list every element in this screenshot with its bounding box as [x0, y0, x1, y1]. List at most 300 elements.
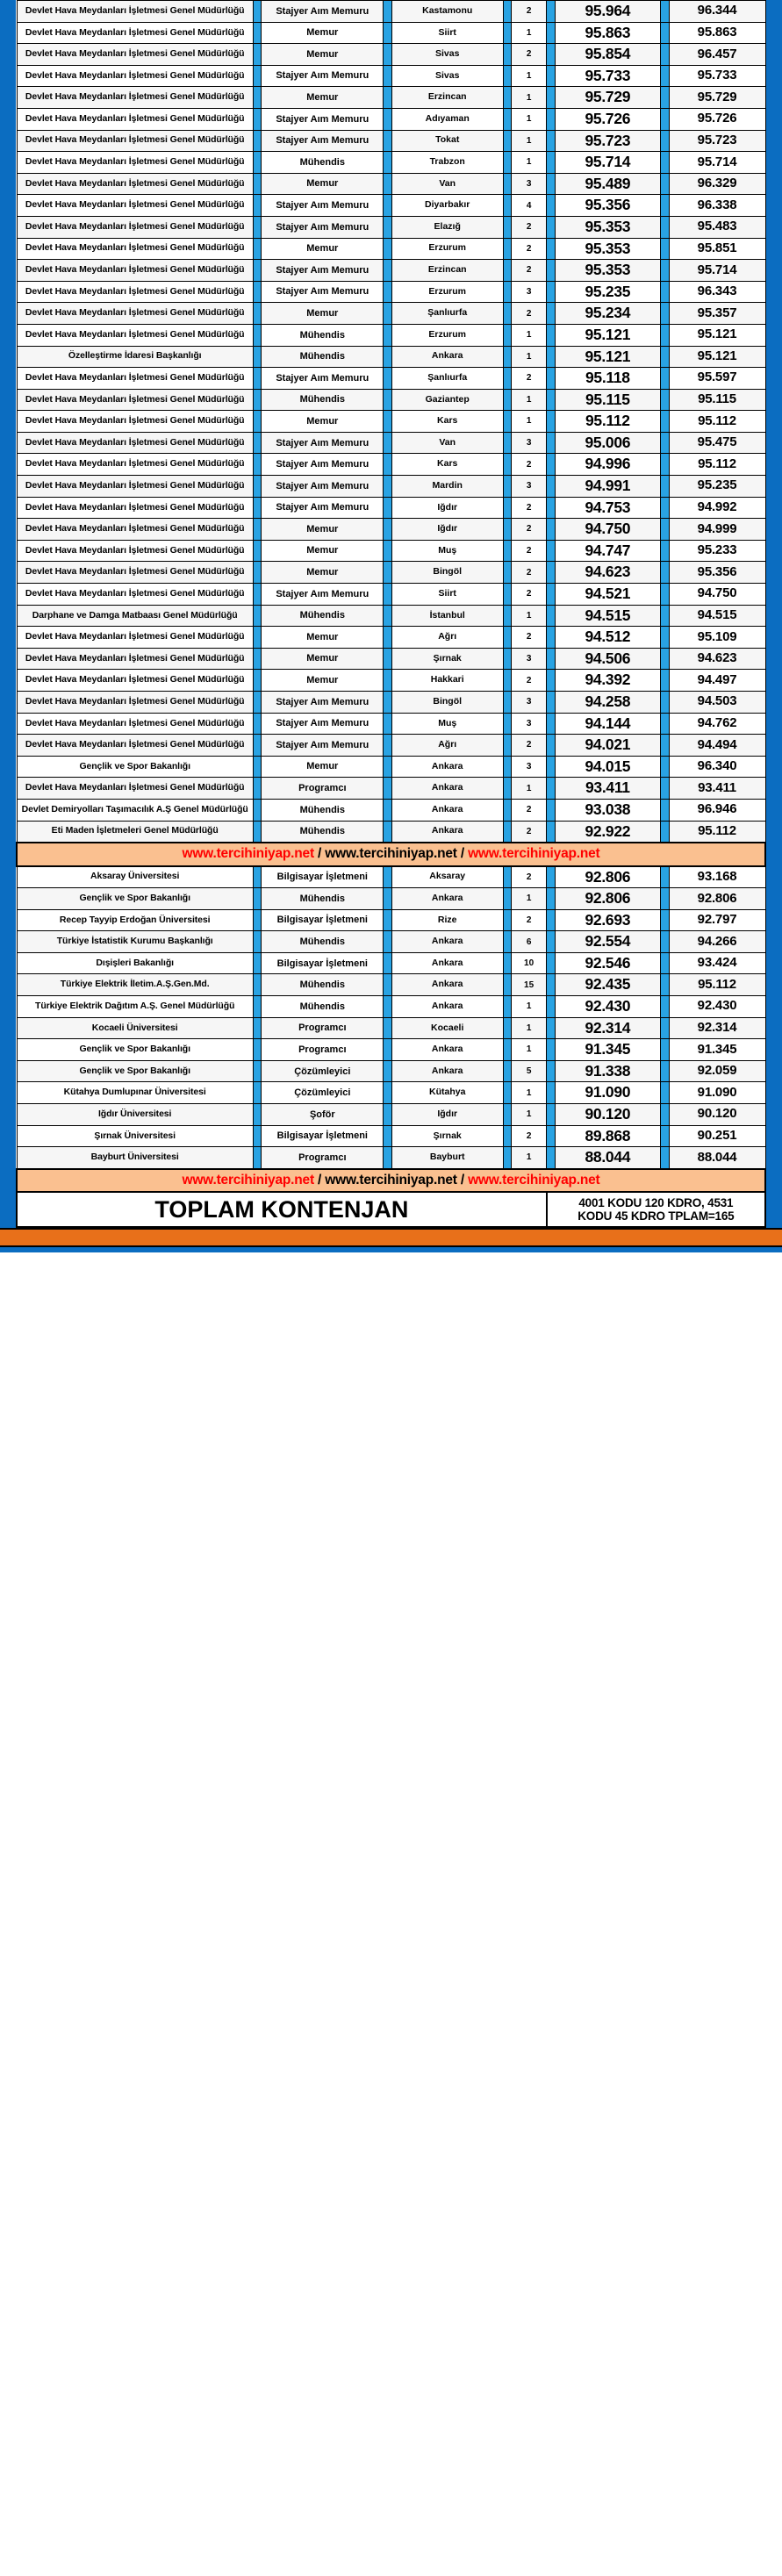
column-separator — [253, 454, 261, 476]
row-unvan: Stajyer Aım Memuru — [262, 497, 384, 519]
row-tavan-puan: 92.059 — [669, 1060, 765, 1082]
column-separator — [661, 152, 669, 174]
column-separator — [547, 108, 555, 130]
row-il: Erzurum — [391, 238, 503, 260]
row-kurum: Devlet Hava Meydanları İşletmesi Genel Müdürlüğü — [17, 519, 253, 541]
row-kurum: Gençlik ve Spor Bakanlığı — [17, 888, 253, 910]
column-separator — [547, 605, 555, 627]
column-separator — [253, 821, 261, 843]
row-unvan: Programcı — [262, 778, 384, 800]
row-il: Bingöl — [391, 692, 503, 714]
column-separator — [253, 692, 261, 714]
row-tavan-puan: 92.430 — [669, 996, 765, 1018]
row-kontenjan: 1 — [511, 152, 546, 174]
column-separator — [661, 476, 669, 498]
column-separator — [503, 648, 511, 670]
table-row — [17, 974, 765, 996]
column-separator — [661, 130, 669, 152]
row-il: Ankara — [391, 346, 503, 368]
column-separator — [384, 735, 391, 757]
row-kurum: Devlet Demiryolları Taşımacılık A.Ş Genel Müdürlüğü — [17, 799, 253, 821]
row-taban-puan: 95.115 — [555, 389, 661, 411]
column-separator — [503, 346, 511, 368]
column-separator — [253, 648, 261, 670]
column-separator — [503, 713, 511, 735]
row-il: Kocaeli — [391, 1017, 503, 1039]
row-taban-puan: 93.411 — [555, 778, 661, 800]
column-separator — [661, 584, 669, 606]
row-tavan-puan: 94.497 — [669, 670, 765, 692]
row-kontenjan: 2 — [511, 1125, 546, 1147]
column-separator — [661, 108, 669, 130]
column-separator — [253, 974, 261, 996]
table-row — [17, 996, 765, 1018]
watermark-separator: / — [456, 846, 469, 862]
column-separator — [253, 1082, 261, 1104]
row-unvan: Memur — [262, 411, 384, 433]
watermark-cell — [17, 1169, 765, 1192]
column-separator — [547, 281, 555, 303]
row-il: Ankara — [391, 1039, 503, 1061]
row-kontenjan: 1 — [511, 1147, 546, 1169]
table-row — [17, 1039, 765, 1061]
column-separator — [661, 713, 669, 735]
row-tavan-puan: 96.457 — [669, 44, 765, 66]
column-separator — [253, 389, 261, 411]
row-kurum: Bayburt Üniversitesi — [17, 1147, 253, 1169]
row-unvan: Stajyer Aım Memuru — [262, 368, 384, 390]
column-separator — [661, 1017, 669, 1039]
row-tavan-puan: 95.112 — [669, 454, 765, 476]
table-row — [17, 130, 765, 152]
column-separator — [661, 324, 669, 346]
column-separator — [661, 173, 669, 195]
column-separator — [384, 432, 391, 454]
table-row — [17, 888, 765, 910]
column-separator — [661, 670, 669, 692]
column-separator — [503, 519, 511, 541]
row-kurum: Devlet Hava Meydanları İşletmesi Genel Müdürlüğü — [17, 22, 253, 44]
row-kurum: Devlet Hava Meydanları İşletmesi Genel Müdürlüğü — [17, 260, 253, 282]
row-il: Trabzon — [391, 152, 503, 174]
row-unvan: Mühendis — [262, 799, 384, 821]
row-unvan: Memur — [262, 562, 384, 584]
row-unvan: Mühendis — [262, 821, 384, 843]
total-kontenjan-label: TOPLAM KONTENJAN — [17, 1192, 547, 1227]
row-kurum: Gençlik ve Spor Bakanlığı — [17, 1039, 253, 1061]
column-separator — [384, 909, 391, 931]
row-tavan-puan: 95.112 — [669, 411, 765, 433]
column-separator — [661, 1147, 669, 1169]
table-row — [17, 346, 765, 368]
table-row — [17, 152, 765, 174]
row-il: Kars — [391, 454, 503, 476]
column-separator — [503, 931, 511, 953]
row-tavan-puan: 96.329 — [669, 173, 765, 195]
row-il: Tokat — [391, 130, 503, 152]
row-tavan-puan: 90.120 — [669, 1104, 765, 1126]
column-separator — [503, 1039, 511, 1061]
column-separator — [384, 65, 391, 87]
column-separator — [661, 238, 669, 260]
row-kurum: Devlet Hava Meydanları İşletmesi Genel Müdürlüğü — [17, 87, 253, 109]
row-unvan: Stajyer Aım Memuru — [262, 692, 384, 714]
column-separator — [384, 497, 391, 519]
row-taban-puan: 92.554 — [555, 931, 661, 953]
column-separator — [503, 888, 511, 910]
row-taban-puan: 90.120 — [555, 1104, 661, 1126]
row-unvan: Memur — [262, 540, 384, 562]
column-separator — [547, 735, 555, 757]
column-separator — [503, 281, 511, 303]
table-row — [17, 866, 765, 888]
row-kontenjan: 3 — [511, 756, 546, 778]
row-unvan: Programcı — [262, 1147, 384, 1169]
row-taban-puan: 92.693 — [555, 909, 661, 931]
row-kurum: Devlet Hava Meydanları İşletmesi Genel Müdürlüğü — [17, 152, 253, 174]
row-kurum: Devlet Hava Meydanları İşletmesi Genel Müdürlüğü — [17, 238, 253, 260]
table-row — [17, 1147, 765, 1169]
column-separator — [253, 1017, 261, 1039]
column-separator — [253, 1147, 261, 1169]
column-separator — [384, 1060, 391, 1082]
column-separator — [503, 389, 511, 411]
row-il: Iğdır — [391, 519, 503, 541]
row-tavan-puan: 94.515 — [669, 605, 765, 627]
row-kontenjan: 3 — [511, 281, 546, 303]
column-separator — [547, 952, 555, 974]
column-separator — [384, 866, 391, 888]
row-kontenjan: 6 — [511, 931, 546, 953]
column-separator — [661, 909, 669, 931]
table-row — [17, 476, 765, 498]
row-taban-puan: 95.356 — [555, 195, 661, 217]
column-separator — [661, 540, 669, 562]
table-row — [17, 281, 765, 303]
row-tavan-puan: 95.109 — [669, 627, 765, 649]
column-separator — [384, 888, 391, 910]
row-tavan-puan: 95.714 — [669, 260, 765, 282]
row-tavan-puan: 95.357 — [669, 303, 765, 325]
row-kurum: Devlet Hava Meydanları İşletmesi Genel Müdürlüğü — [17, 692, 253, 714]
row-il: Şırnak — [391, 1125, 503, 1147]
column-separator — [661, 368, 669, 390]
column-separator — [661, 411, 669, 433]
row-kontenjan: 1 — [511, 324, 546, 346]
column-separator — [253, 605, 261, 627]
column-separator — [661, 303, 669, 325]
column-separator — [503, 108, 511, 130]
row-kontenjan: 2 — [511, 44, 546, 66]
column-separator — [503, 303, 511, 325]
row-unvan: Memur — [262, 519, 384, 541]
column-separator — [253, 562, 261, 584]
row-il: Kütahya — [391, 1082, 503, 1104]
row-unvan: Stajyer Aım Memuru — [262, 584, 384, 606]
column-separator — [547, 1017, 555, 1039]
row-taban-puan: 92.922 — [555, 821, 661, 843]
table-row — [17, 65, 765, 87]
row-unvan: Memur — [262, 670, 384, 692]
column-separator — [253, 238, 261, 260]
column-separator — [547, 216, 555, 238]
column-separator — [384, 713, 391, 735]
column-separator — [503, 952, 511, 974]
column-separator — [253, 130, 261, 152]
column-separator — [547, 670, 555, 692]
column-separator — [503, 238, 511, 260]
column-separator — [661, 216, 669, 238]
row-unvan: Stajyer Aım Memuru — [262, 432, 384, 454]
row-tavan-puan: 94.750 — [669, 584, 765, 606]
column-separator — [253, 108, 261, 130]
table-row — [17, 216, 765, 238]
row-unvan: Bilgisayar İşletmeni — [262, 866, 384, 888]
row-unvan: Mühendis — [262, 324, 384, 346]
column-separator — [661, 519, 669, 541]
row-il: Van — [391, 432, 503, 454]
row-tavan-puan: 96.946 — [669, 799, 765, 821]
column-separator — [384, 389, 391, 411]
row-kontenjan: 1 — [511, 108, 546, 130]
row-unvan: Stajyer Aım Memuru — [262, 130, 384, 152]
row-unvan: Stajyer Aım Memuru — [262, 195, 384, 217]
column-separator — [503, 1, 511, 23]
column-separator — [661, 692, 669, 714]
watermark-link-3[interactable]: www.tercihiniyap.net — [468, 846, 600, 862]
column-separator — [253, 540, 261, 562]
row-kurum: Gençlik ve Spor Bakanlığı — [17, 1060, 253, 1082]
column-separator — [661, 1, 669, 23]
table-row — [17, 909, 765, 931]
row-kontenjan: 2 — [511, 497, 546, 519]
row-kontenjan: 1 — [511, 1104, 546, 1126]
column-separator — [661, 627, 669, 649]
row-il: Bingöl — [391, 562, 503, 584]
column-separator — [661, 931, 669, 953]
column-separator — [503, 432, 511, 454]
column-separator — [503, 1082, 511, 1104]
row-tavan-puan: 95.112 — [669, 974, 765, 996]
row-unvan: Memur — [262, 44, 384, 66]
row-taban-puan: 94.144 — [555, 713, 661, 735]
table-row — [17, 108, 765, 130]
row-kontenjan: 15 — [511, 974, 546, 996]
row-taban-puan: 91.345 — [555, 1039, 661, 1061]
row-il: Erzincan — [391, 260, 503, 282]
row-kurum: Devlet Hava Meydanları İşletmesi Genel Müdürlüğü — [17, 389, 253, 411]
row-taban-puan: 94.258 — [555, 692, 661, 714]
column-separator — [547, 454, 555, 476]
column-separator — [503, 65, 511, 87]
row-kontenjan: 3 — [511, 173, 546, 195]
column-separator — [661, 778, 669, 800]
column-separator — [503, 996, 511, 1018]
row-kurum: Devlet Hava Meydanları İşletmesi Genel Müdürlüğü — [17, 497, 253, 519]
column-separator — [384, 108, 391, 130]
row-tavan-puan: 92.797 — [669, 909, 765, 931]
column-separator — [503, 476, 511, 498]
column-separator — [547, 909, 555, 931]
column-separator — [253, 324, 261, 346]
row-il: Ankara — [391, 931, 503, 953]
row-kontenjan: 3 — [511, 692, 546, 714]
row-unvan: Mühendis — [262, 152, 384, 174]
row-taban-puan: 94.515 — [555, 605, 661, 627]
row-unvan: Stajyer Aım Memuru — [262, 65, 384, 87]
row-kontenjan: 2 — [511, 627, 546, 649]
row-unvan: Stajyer Aım Memuru — [262, 108, 384, 130]
column-separator — [661, 260, 669, 282]
kontenjan-table-body — [17, 1, 765, 1228]
column-separator — [503, 195, 511, 217]
column-separator — [253, 368, 261, 390]
row-tavan-puan: 94.992 — [669, 497, 765, 519]
column-separator — [253, 216, 261, 238]
row-tavan-puan: 96.343 — [669, 281, 765, 303]
watermark-link-1[interactable]: www.tercihiniyap.net — [182, 846, 314, 862]
row-kurum: Aksaray Üniversitesi — [17, 866, 253, 888]
column-separator — [503, 670, 511, 692]
row-tavan-puan: 95.115 — [669, 389, 765, 411]
row-taban-puan: 92.314 — [555, 1017, 661, 1039]
table-row — [17, 44, 765, 66]
column-separator — [384, 260, 391, 282]
row-kurum: Devlet Hava Meydanları İşletmesi Genel Müdürlüğü — [17, 216, 253, 238]
total-value-line-2: KODU 45 KDRO TPLAM=165 — [578, 1209, 735, 1223]
row-kurum: Eti Maden İşletmeleri Genel Müdürlüğü — [17, 821, 253, 843]
column-separator — [547, 627, 555, 649]
row-taban-puan: 95.353 — [555, 238, 661, 260]
row-unvan: Mühendis — [262, 888, 384, 910]
column-separator — [547, 260, 555, 282]
table-row — [17, 303, 765, 325]
row-kontenjan: 1 — [511, 778, 546, 800]
row-tavan-puan: 96.344 — [669, 1, 765, 23]
row-kontenjan: 1 — [511, 1039, 546, 1061]
table-row — [17, 87, 765, 109]
row-kontenjan: 1 — [511, 389, 546, 411]
column-separator — [503, 216, 511, 238]
row-tavan-puan: 95.475 — [669, 432, 765, 454]
row-il: Siirt — [391, 584, 503, 606]
row-kurum: Devlet Hava Meydanları İşletmesi Genel Müdürlüğü — [17, 670, 253, 692]
row-kontenjan: 2 — [511, 454, 546, 476]
row-kurum: Recep Tayyip Erdoğan Üniversitesi — [17, 909, 253, 931]
table-row — [17, 605, 765, 627]
watermark-link-3[interactable]: www.tercihiniyap.net — [468, 1172, 600, 1188]
column-separator — [547, 130, 555, 152]
row-taban-puan: 95.863 — [555, 22, 661, 44]
row-unvan: Stajyer Aım Memuru — [262, 281, 384, 303]
table-row — [17, 411, 765, 433]
column-separator — [661, 497, 669, 519]
watermark-link-2: www.tercihiniyap.net — [325, 846, 457, 862]
total-row — [17, 1192, 765, 1227]
column-separator — [384, 605, 391, 627]
column-separator — [253, 432, 261, 454]
column-separator — [661, 735, 669, 757]
column-separator — [547, 1125, 555, 1147]
column-separator — [253, 1125, 261, 1147]
column-separator — [547, 996, 555, 1018]
column-separator — [253, 519, 261, 541]
column-separator — [503, 821, 511, 843]
row-il: Sivas — [391, 44, 503, 66]
table-row — [17, 389, 765, 411]
row-unvan: Memur — [262, 756, 384, 778]
row-kontenjan: 2 — [511, 909, 546, 931]
column-separator — [384, 173, 391, 195]
column-separator — [547, 346, 555, 368]
column-separator — [547, 648, 555, 670]
column-separator — [661, 389, 669, 411]
watermark-cell — [17, 843, 765, 865]
row-tavan-puan: 95.483 — [669, 216, 765, 238]
row-unvan: Mühendis — [262, 931, 384, 953]
column-separator — [384, 692, 391, 714]
column-separator — [253, 931, 261, 953]
row-kurum: Devlet Hava Meydanları İşletmesi Genel Müdürlüğü — [17, 303, 253, 325]
row-tavan-puan: 90.251 — [669, 1125, 765, 1147]
row-tavan-puan: 95.597 — [669, 368, 765, 390]
row-kurum: Devlet Hava Meydanları İşletmesi Genel Müdürlüğü — [17, 368, 253, 390]
watermark-row — [17, 843, 765, 865]
row-kontenjan: 2 — [511, 540, 546, 562]
row-kontenjan: 3 — [511, 476, 546, 498]
column-separator — [384, 411, 391, 433]
column-separator — [384, 996, 391, 1018]
column-separator — [253, 584, 261, 606]
column-separator — [547, 411, 555, 433]
row-kurum: Gençlik ve Spor Bakanlığı — [17, 756, 253, 778]
column-separator — [547, 476, 555, 498]
row-unvan: Memur — [262, 303, 384, 325]
watermark-link-1[interactable]: www.tercihiniyap.net — [182, 1172, 314, 1188]
watermark-separator: / — [456, 1172, 469, 1188]
column-separator — [384, 756, 391, 778]
column-separator — [253, 497, 261, 519]
column-separator — [661, 1039, 669, 1061]
row-il: İstanbul — [391, 605, 503, 627]
bottom-orange-bar — [0, 1228, 782, 1247]
total-kontenjan-value — [547, 1192, 765, 1227]
row-kurum: Devlet Hava Meydanları İşletmesi Genel Müdürlüğü — [17, 540, 253, 562]
row-taban-puan: 94.991 — [555, 476, 661, 498]
row-unvan: Programcı — [262, 1039, 384, 1061]
row-tavan-puan: 95.729 — [669, 87, 765, 109]
column-separator — [384, 1147, 391, 1169]
table-row — [17, 497, 765, 519]
column-separator — [503, 1104, 511, 1126]
row-kurum: Devlet Hava Meydanları İşletmesi Genel Müdürlüğü — [17, 454, 253, 476]
row-unvan: Memur — [262, 22, 384, 44]
column-separator — [503, 44, 511, 66]
row-taban-puan: 94.996 — [555, 454, 661, 476]
column-separator — [661, 346, 669, 368]
row-unvan: Stajyer Aım Memuru — [262, 735, 384, 757]
column-separator — [384, 1039, 391, 1061]
table-row — [17, 778, 765, 800]
row-kontenjan: 3 — [511, 648, 546, 670]
table-row — [17, 799, 765, 821]
row-taban-puan: 94.747 — [555, 540, 661, 562]
column-separator — [547, 1060, 555, 1082]
column-separator — [547, 562, 555, 584]
column-separator — [253, 670, 261, 692]
row-unvan: Mühendis — [262, 996, 384, 1018]
column-separator — [547, 432, 555, 454]
